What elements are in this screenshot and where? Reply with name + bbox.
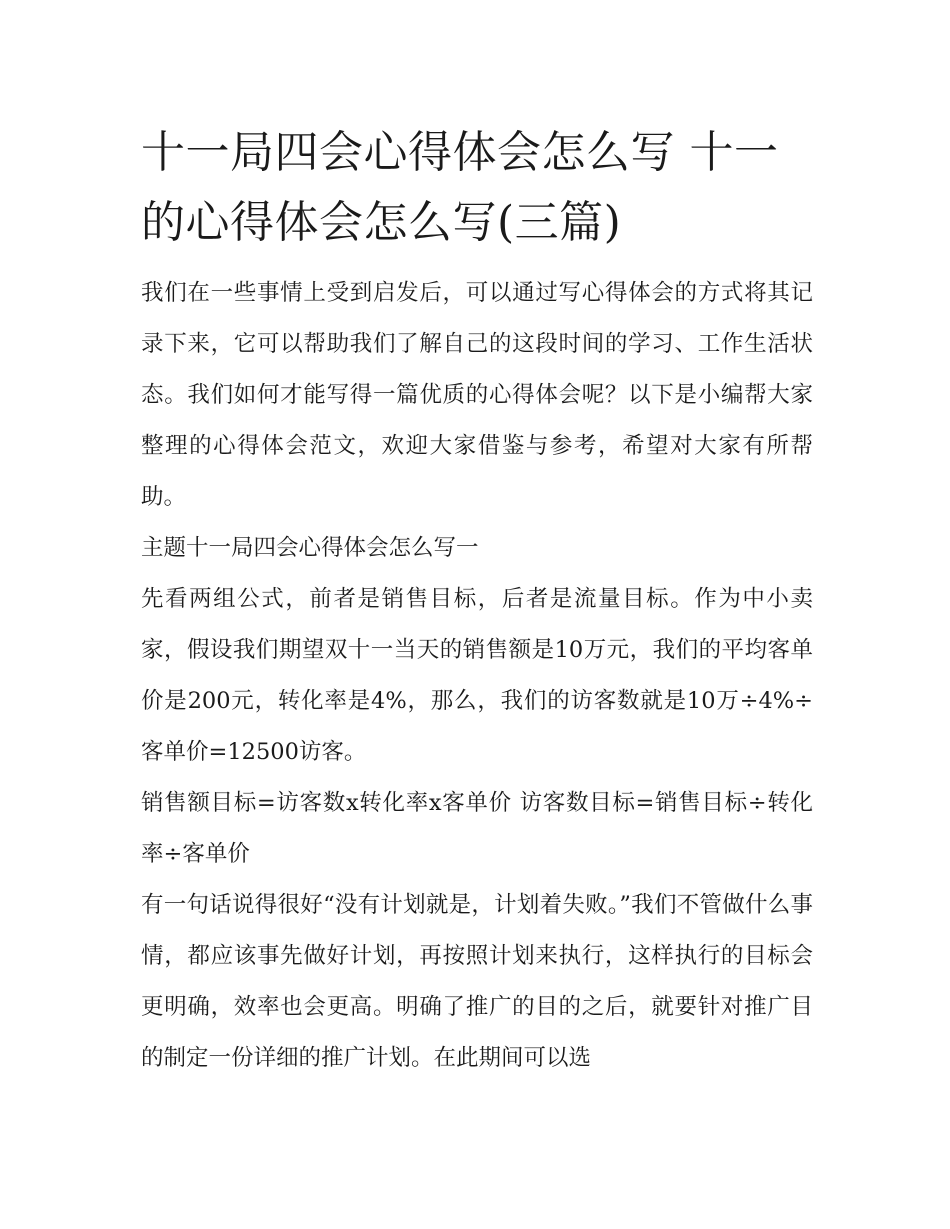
intro-paragraph: 我们在一些事情上受到启发后，可以通过写心得体会的方式将其记录下来，它可以帮助我们了解自己的这段时间的学习、工作生活状态。我们如何才能写得一篇优质的心得体会呢？以下是小编帮大家整理的心得体会范文，欢迎大家借鉴与参考，希望对大家有所帮助。: [141, 280, 813, 510]
formula-paragraph: 销售额目标=访客数x转化率x客单价 访客数目标=销售目标÷转化率÷客单价: [141, 790, 813, 867]
section-heading: 主题十一局四会心得体会怎么写一: [141, 535, 479, 561]
document-page: [141, 118, 813, 1084]
document-title: 十一局四会心得体会怎么写 十一的心得体会怎么写(三篇): [141, 127, 779, 248]
formula-explanation-paragraph: 先看两组公式，前者是销售目标，后者是流量目标。作为中小卖家，假设我们期望双十一当天的销售额是10万元，我们的平均客单价是200元，转化率是4%，那么，我们的访客数就是10万÷4%÷客单价=12500访客。: [141, 586, 813, 765]
planning-paragraph: 有一句话说得很好“没有计划就是，计划着失败。”我们不管做什么事情，都应该事先做好计划，再按照计划来执行，这样执行的目标会更明确，效率也会更高。明确了推广的目的之后，就要针对推广目的制定一份详细的推广计划。在此期间可以选: [141, 892, 813, 1071]
